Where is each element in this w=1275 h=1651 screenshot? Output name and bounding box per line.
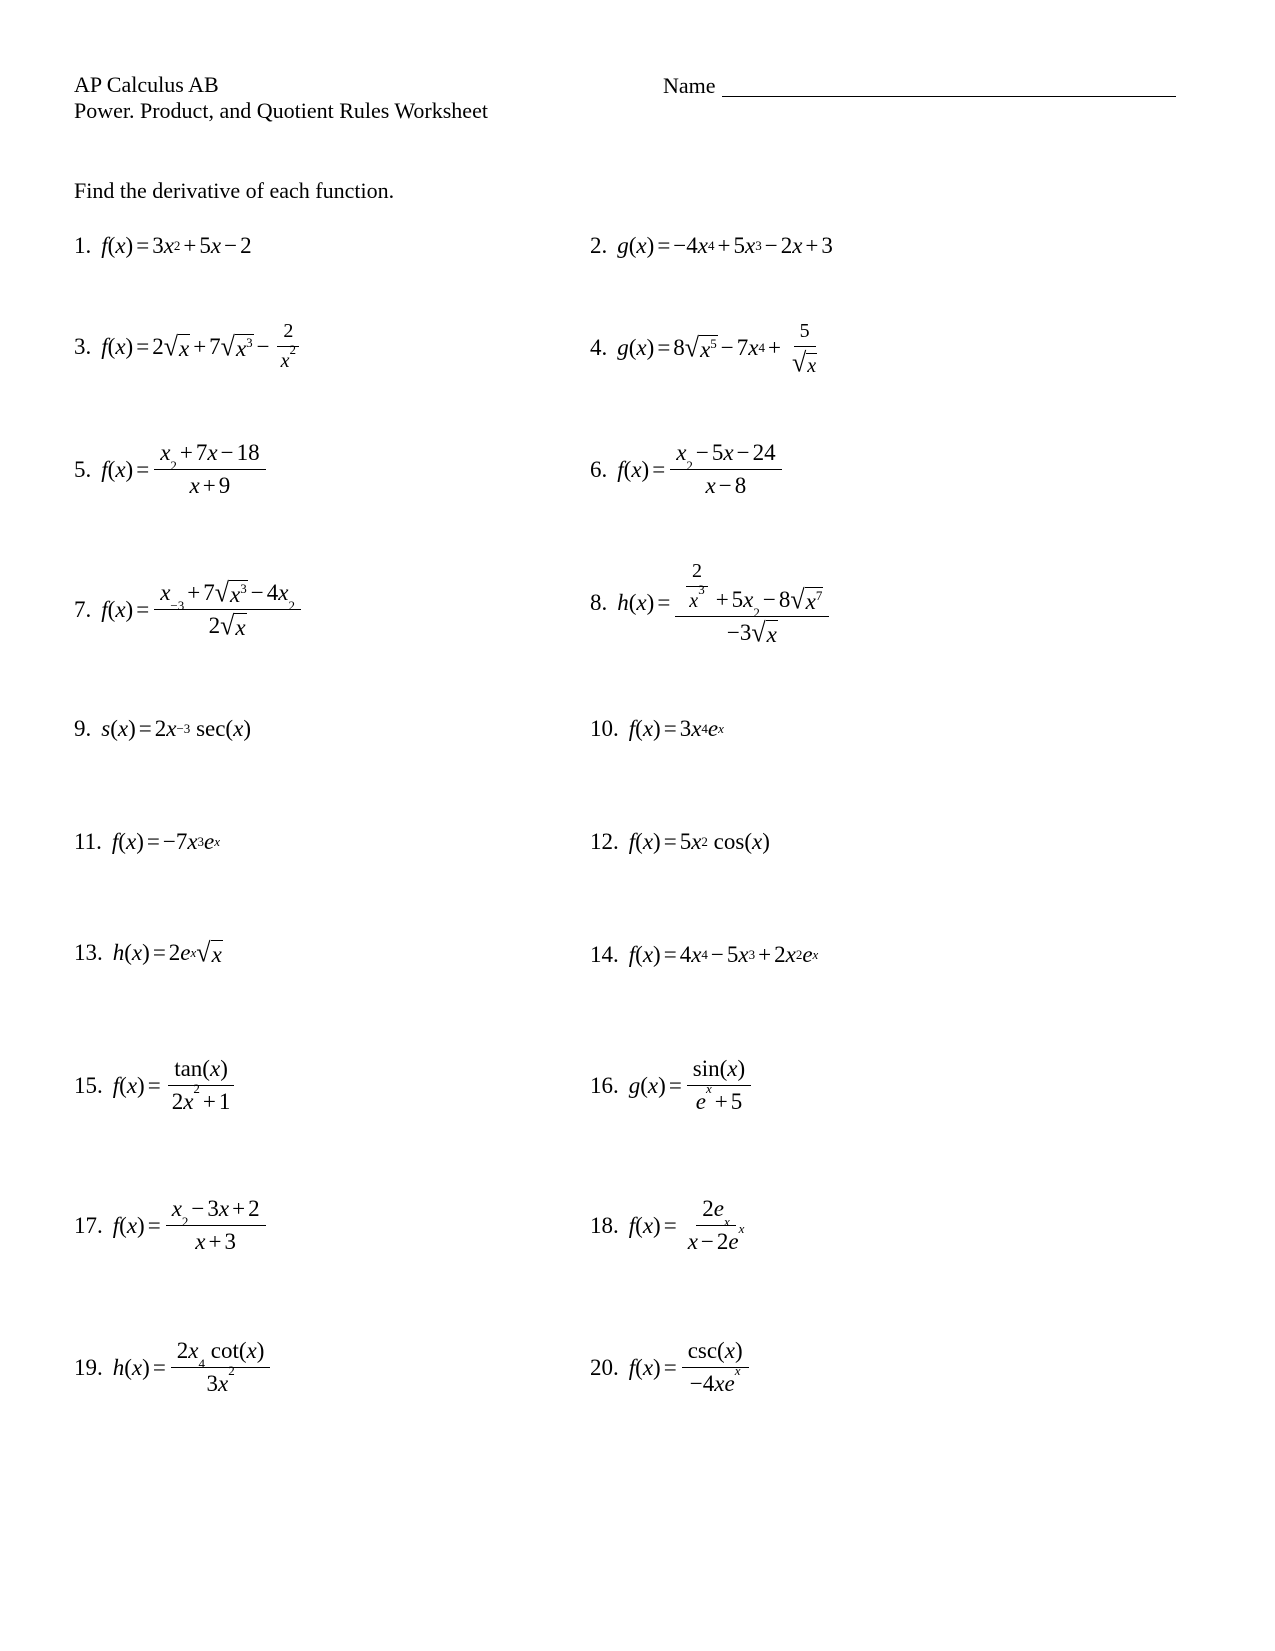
problem-20: 20. f ( x ) = csc( x ) −4 x e x <box>590 1338 751 1397</box>
problem-7: 7. f ( x ) = x −3 + 7 √ $x^3$ − 4 x 2 2 √ x <box>74 580 303 639</box>
problem-number: 5. <box>74 456 92 482</box>
problem-number: 4. <box>590 335 608 360</box>
problem-13: 13. h ( x ) = 2 e x √ x <box>74 937 222 968</box>
problem-3: 3. f ( x ) = 2 √ x + 7 √ $x^3$ − 2 x 2 <box>74 320 304 373</box>
problem-number: 20. <box>590 1354 619 1380</box>
problem-number: 6. <box>590 456 608 482</box>
course-title: AP Calculus AB <box>74 72 219 97</box>
problem-5: 5. f ( x ) = x 2 + 7 x − 18 x + 9 <box>74 440 268 499</box>
problem-2: 2. g ( x ) = −4 x 4 + 5 x 3 − 2 x + 3 <box>590 233 833 258</box>
problem-number: 12. <box>590 829 619 854</box>
problem-1: 1. f ( x ) = 3 x 2 + 5 x − 2 <box>74 233 252 258</box>
problem-19: 19. h ( x ) = 2 x 4 cot( x ) 3 x 2 <box>74 1338 272 1397</box>
problem-number: 17. <box>74 1212 103 1238</box>
problem-number: 3. <box>74 333 92 359</box>
problem-6: 6. f ( x ) = x 2 − 5 x − 24 x − 8 <box>590 440 784 499</box>
problem-number: 7. <box>74 596 92 622</box>
name-label: Name <box>663 73 716 98</box>
worksheet-title: Power. Product, and Quotient Rules Worksheet <box>74 98 488 123</box>
problem-14: 14. f ( x ) = 4 x 4 − 5 x 3 + 2 x 2 e x <box>590 942 819 967</box>
problem-number: 16. <box>590 1072 619 1098</box>
problem-15: 15. f ( x ) = tan( x ) 2 x 2 + 1 <box>74 1056 238 1115</box>
problem-10: 10. f ( x ) = 3 x 4 e x <box>590 716 724 741</box>
problem-18: 18. f ( x ) = 2 e x x − 2 e x <box>590 1196 745 1254</box>
problem-number: 15. <box>74 1072 103 1098</box>
problem-number: 2. <box>590 233 608 258</box>
name-input-line[interactable] <box>722 96 1176 97</box>
problem-number: 18. <box>590 1212 619 1238</box>
problem-17: 17. f ( x ) = x 2 − 3 x + 2 x + 3 <box>74 1196 268 1255</box>
instructions: Find the derivative of each function. <box>74 178 395 203</box>
problem-number: 8. <box>590 590 608 615</box>
problem-4: 4. g ( x ) = 8 √ $x^5$ − 7 x 4 + 5 √ x <box>590 320 817 378</box>
problem-8: 8. h ( x ) = 2 x 3 + 5 x 2 − 8 √ $x^7$ −3 √ x <box>590 560 831 646</box>
problem-12: 12. f ( x ) = 5 x 2 cos( x ) <box>590 829 770 854</box>
problem-number: 13. <box>74 940 103 965</box>
problem-number: 9. <box>74 716 92 741</box>
problem-number: 11. <box>74 829 102 854</box>
problem-number: 19. <box>74 1354 103 1380</box>
problem-16: 16. g ( x ) = sin( x ) e x + 5 <box>590 1056 753 1115</box>
problem-number: 10. <box>590 716 619 741</box>
problem-number: 14. <box>590 942 619 967</box>
problem-number: 1. <box>74 233 92 258</box>
problem-9: 9. s ( x ) = 2 x −3 sec( x ) <box>74 716 251 741</box>
problem-11: 11. f ( x ) = −7 x 3 e x <box>74 829 221 854</box>
